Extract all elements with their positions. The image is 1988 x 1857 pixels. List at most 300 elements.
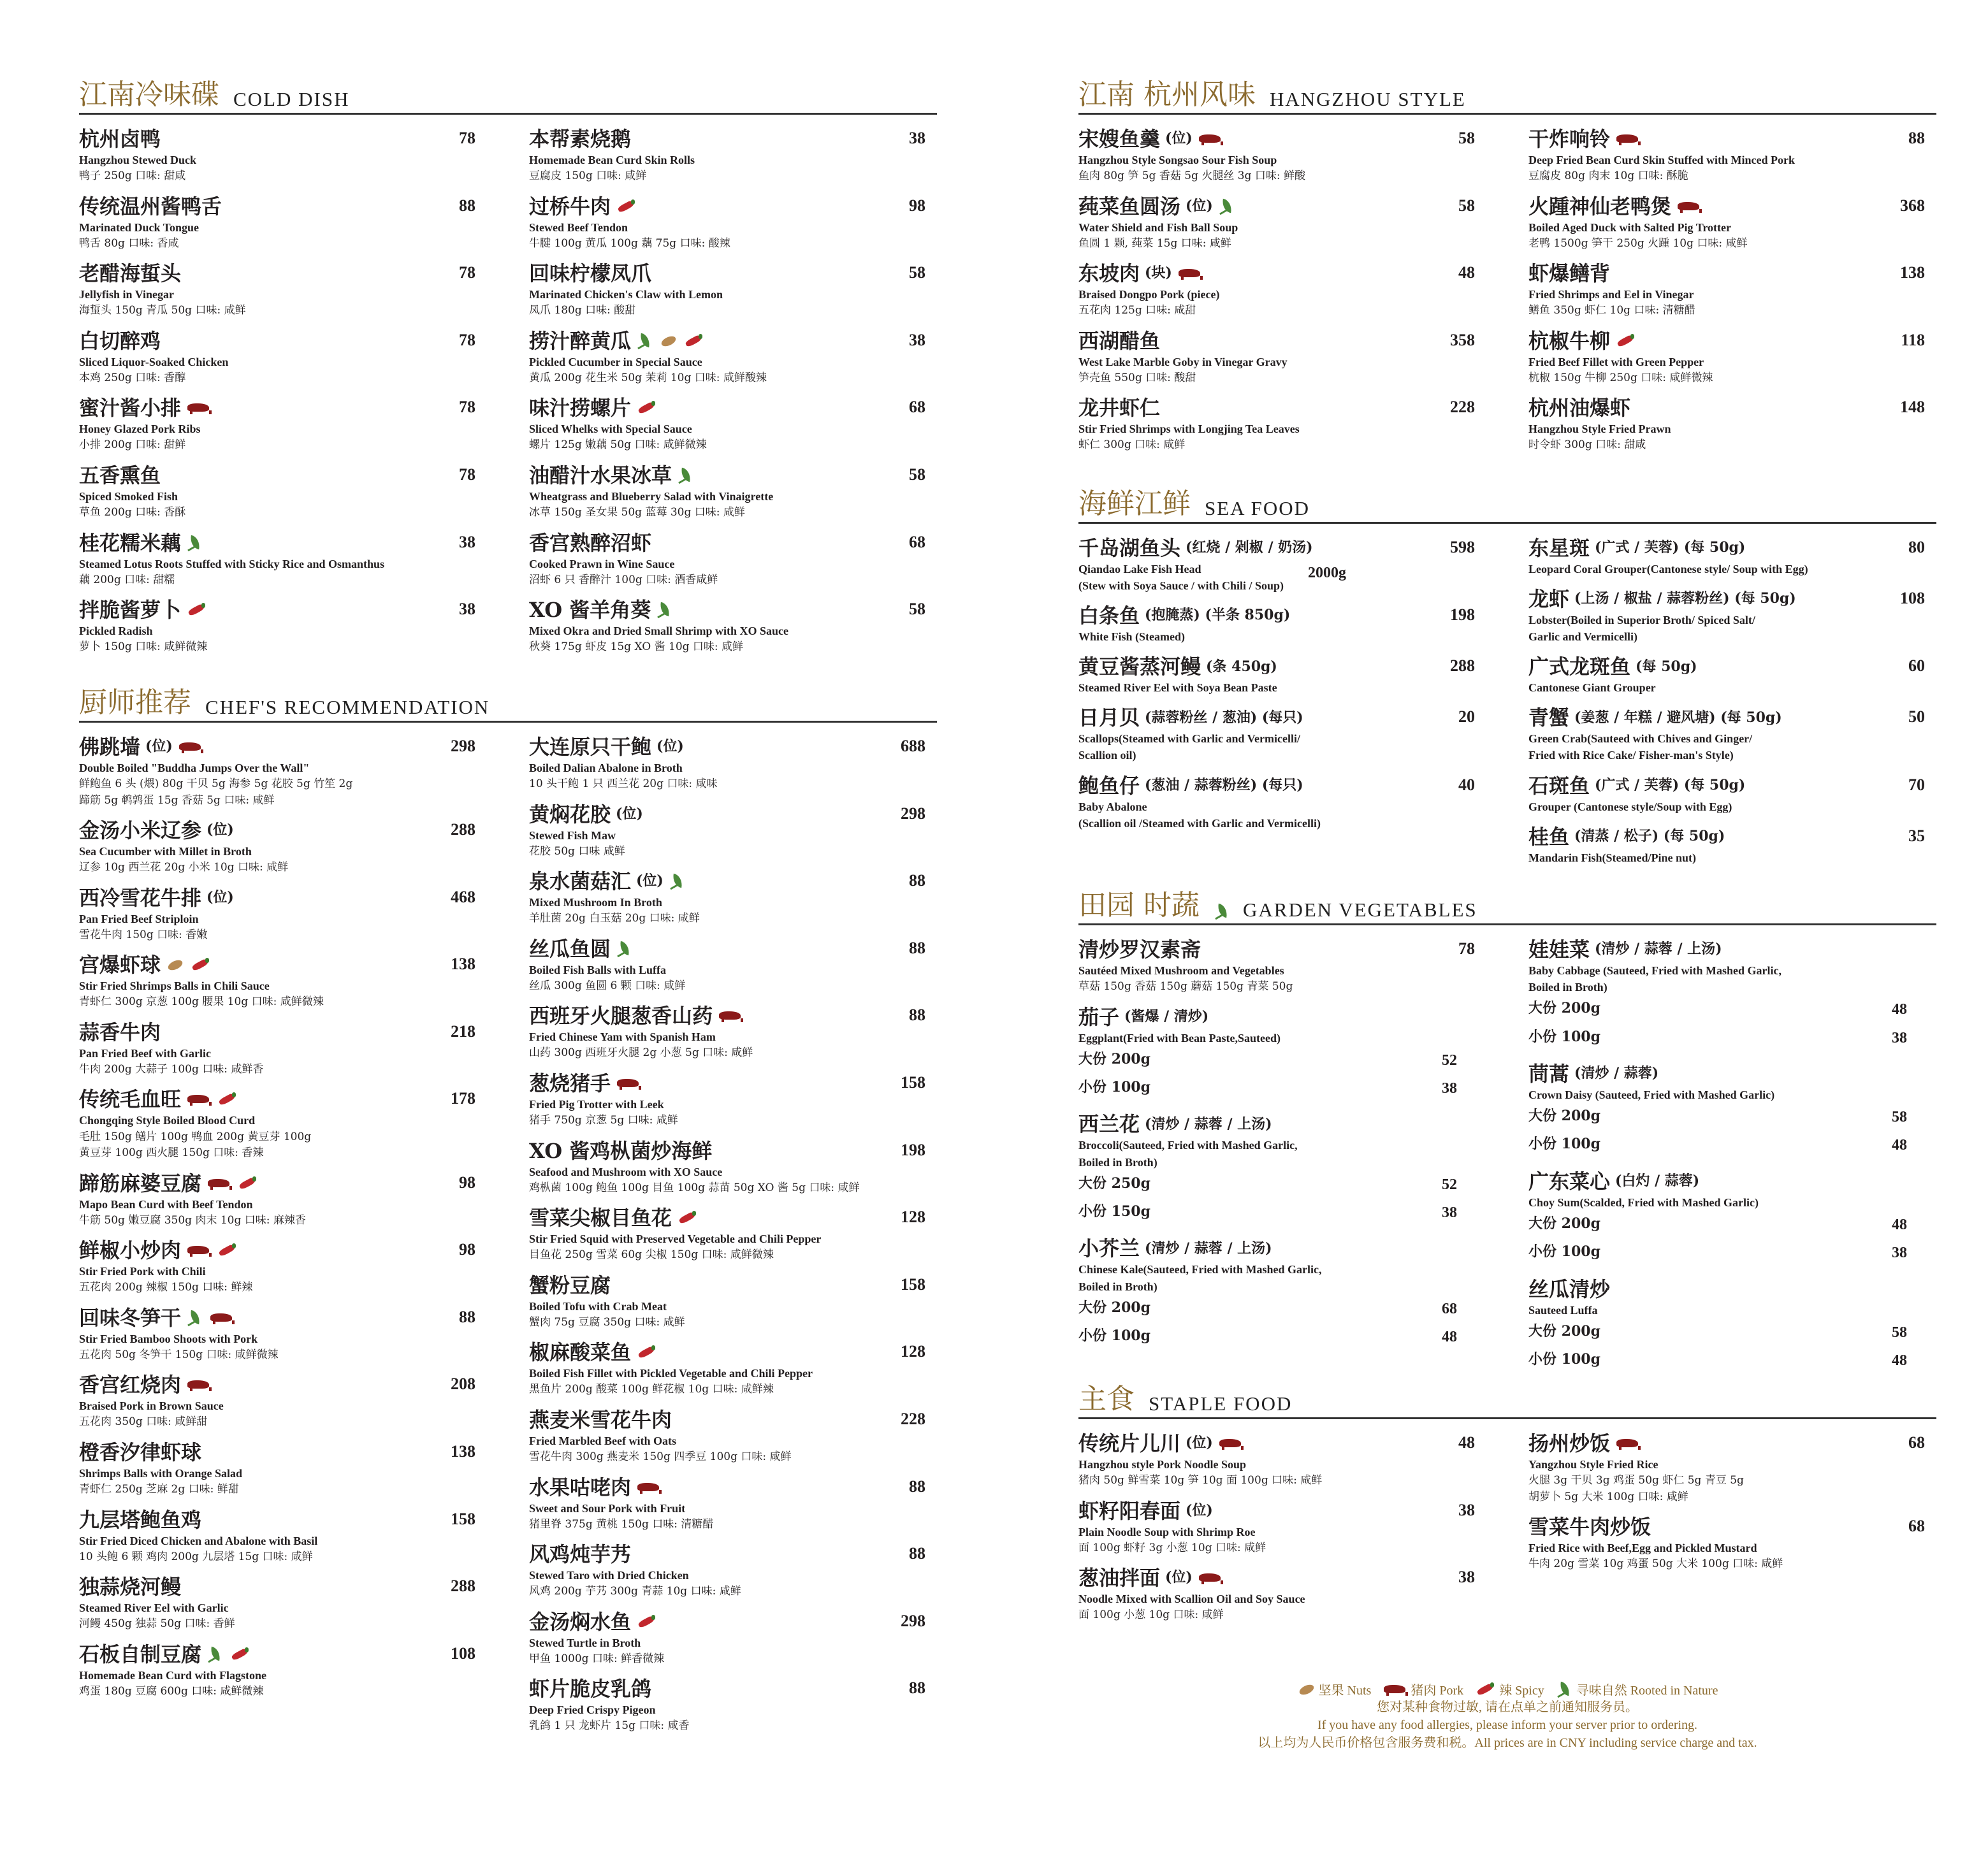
menu-item[interactable] <box>529 1609 937 1668</box>
legend-spicy-label: 辣 Spicy <box>1499 1684 1544 1698</box>
dish-name-zh: 干炸响铃 <box>1528 127 1611 151</box>
menu-item[interactable] <box>529 802 937 860</box>
dish-name-zh: 杭州油爆虾 <box>1528 396 1631 421</box>
menu-item[interactable] <box>529 463 937 521</box>
menu-item[interactable] <box>79 597 487 656</box>
dish-name <box>1078 194 1483 219</box>
dish-option-tag: (位) <box>636 872 664 890</box>
menu-item[interactable] <box>1078 261 1486 319</box>
dish-price: 198 <box>1450 605 1475 625</box>
dish-name-en: Hangzhou style Pork Noodle Soup <box>1078 1458 1247 1471</box>
dish-ingredients: 鲜鲍鱼 6 头 (煨) 80g 干贝 5g 海参 5g 花胶 5g 竹笙 2g <box>79 777 353 791</box>
dish-name <box>79 1020 483 1045</box>
dish-price: 88 <box>459 1307 475 1326</box>
dish-price: 78 <box>459 398 475 417</box>
menu-item[interactable] <box>1078 126 1486 185</box>
dish-name-zh: 千岛湖鱼头 <box>1078 536 1181 560</box>
dish-option-tag: (清炒 / 蒜蓉) <box>1574 1065 1659 1082</box>
portion-label: 大份 200g <box>1078 1299 1150 1316</box>
dish-ingredients: 牛肉 200g 大蒜子 100g 口味: 咸鲜香 <box>79 1062 264 1076</box>
dish-price: 58 <box>909 465 925 484</box>
dish-price: 68 <box>909 532 925 551</box>
dish-name-en: Boiled Fish Fillet with Pickled Vegetable and Chili Pepper <box>529 1367 813 1380</box>
dish-ingredients: 豆腐皮 150g 口味: 咸鲜 <box>529 170 647 183</box>
dish-ingredients: 海蜇头 150g 青瓜 50g 口味: 咸鲜 <box>79 304 246 317</box>
menu-item[interactable] <box>1528 1276 1936 1375</box>
dish-price: 68 <box>909 398 925 417</box>
dish-name-en: Mixed Mushroom In Broth <box>529 896 662 909</box>
dish-name-zh: 火踵神仙老鸭煲 <box>1528 194 1672 219</box>
portion-label: 大份 200g <box>1528 1000 1600 1017</box>
menu-item[interactable] <box>529 1273 937 1331</box>
portion-row <box>1528 1347 1933 1375</box>
dish-name-zh: 传统片儿川 <box>1078 1431 1181 1456</box>
dish-name-zh: 橙香汐律虾球 <box>79 1440 202 1464</box>
dish-name-en: Scallops(Steamed with Garlic and Vermicelli/ <box>1078 732 1300 746</box>
menu-item[interactable] <box>529 1003 937 1062</box>
portion-label: 小份 100g <box>1528 1351 1600 1368</box>
dish-name-en: Chinese Kale(Sauteed, Fried with Mashed Garlic, <box>1078 1263 1322 1276</box>
menu-item[interactable] <box>529 1340 937 1398</box>
dish-ingredients-cont: 黄豆芽 100g 西火腿 150g 口味: 香辣 <box>79 1146 264 1160</box>
menu-item[interactable] <box>1528 395 1936 454</box>
dish-name-en: Fried Beef Fillet with Green Pepper <box>1528 355 1704 368</box>
dish-option-tag: (位) <box>207 888 234 906</box>
dish-name <box>529 802 933 827</box>
menu-item[interactable] <box>1528 1169 1936 1268</box>
menu-item[interactable] <box>529 1071 937 1129</box>
dish-price: 88 <box>459 196 475 215</box>
dish-name-en: Sea Cucumber with Millet in Broth <box>79 845 252 858</box>
menu-item[interactable] <box>79 1507 487 1566</box>
dish-name-en: Boiled Dalian Abalone in Broth <box>529 762 683 774</box>
portion-row <box>1078 1295 1483 1323</box>
dish-name <box>1078 1111 1483 1137</box>
dish-name-en: Double Boiled "Buddha Jumps Over the Wall" <box>79 762 310 774</box>
portion-price: 68 <box>1442 1300 1457 1317</box>
menu-item[interactable] <box>79 1238 487 1296</box>
menu-item[interactable] <box>1078 194 1486 252</box>
menu-item[interactable] <box>529 530 937 589</box>
menu-item[interactable] <box>79 952 487 1011</box>
dish-name-zh: 传统毛血旺 <box>79 1087 182 1112</box>
portion-row <box>1528 1211 1933 1239</box>
legend <box>1078 1680 1936 1752</box>
dish-name-zh: 丝瓜清炒 <box>1528 1276 1611 1301</box>
menu-item[interactable] <box>79 1171 487 1229</box>
menu-item[interactable] <box>529 1475 937 1533</box>
menu-item[interactable] <box>529 597 937 656</box>
dish-name-en: Steamed River Eel with Soya Bean Paste <box>1078 681 1277 695</box>
dish-option-tag: (抱腌蒸) (半条 850g) <box>1145 607 1291 624</box>
dish-name-en-cont: Fried with Rice Cake/ Fisher-man's Style) <box>1528 749 1734 762</box>
chili-icon <box>616 199 637 213</box>
dish-price: 48 <box>1458 1433 1475 1452</box>
legend-pork <box>1382 1680 1463 1698</box>
menu-item[interactable] <box>1528 535 1936 577</box>
dish-price: 158 <box>451 1509 475 1528</box>
dish-price: 88 <box>909 871 925 890</box>
menu-item[interactable] <box>1078 1431 1486 1489</box>
dish-option-tag: (位) <box>1165 130 1193 147</box>
menu-item[interactable] <box>79 1305 487 1364</box>
dish-name-en: Mixed Okra and Dried Small Shrimp with XO Sauce <box>529 625 789 638</box>
dish-name <box>529 1003 933 1029</box>
menu-item[interactable] <box>79 1087 487 1161</box>
menu-item[interactable] <box>529 1407 937 1466</box>
dish-price: 128 <box>901 1342 925 1361</box>
menu-item[interactable] <box>79 395 487 454</box>
portion-price: 38 <box>1442 1080 1457 1097</box>
leaf-icon <box>1218 198 1236 215</box>
dish-name <box>529 395 933 421</box>
dish-ingredients: 雪花牛肉 150g 口味: 香嫩 <box>79 928 208 941</box>
dish-ingredients: 青虾仁 250g 芝麻 2g 口味: 鲜甜 <box>79 1483 239 1496</box>
dish-name-zh: 娃娃菜 <box>1528 937 1590 962</box>
menu-item[interactable] <box>79 1020 487 1078</box>
menu-item[interactable] <box>79 463 487 521</box>
menu-item[interactable] <box>1528 126 1936 185</box>
section-columns <box>79 734 937 1744</box>
nut-icon <box>659 334 678 348</box>
dish-name-zh: 石板自制豆腐 <box>79 1642 202 1666</box>
menu-item[interactable] <box>79 194 487 252</box>
dish-ingredients: 杭椒 150g 牛柳 250g 口味: 咸鲜微辣 <box>1528 371 1713 384</box>
dish-name <box>79 885 483 911</box>
pig-icon <box>616 1076 641 1090</box>
section-chef-recommendation <box>79 683 937 1744</box>
dish-price: 68 <box>1908 1433 1925 1452</box>
dish-price: 138 <box>1900 263 1925 282</box>
dish-name-zh: 葱油拌面 <box>1078 1566 1161 1591</box>
menu-item[interactable] <box>79 885 487 944</box>
dish-ingredients: 花胶 50g 口味 咸鲜 <box>529 844 625 858</box>
menu-item[interactable] <box>1528 705 1936 763</box>
dish-price: 228 <box>901 1409 925 1428</box>
dish-ingredients: 五花肉 350g 口味: 咸鲜甜 <box>79 1415 208 1429</box>
menu-item[interactable] <box>79 530 487 589</box>
dish-ingredients: 草鱼 200g 口味: 香酥 <box>79 506 186 519</box>
dish-ingredients: 乳鸽 1 只 龙虾片 15g 口味: 咸香 <box>529 1719 690 1733</box>
dish-price: 198 <box>901 1140 925 1159</box>
dish-name-en: Deep Fried Crispy Pigeon <box>529 1703 656 1717</box>
menu-item[interactable] <box>529 261 937 319</box>
portion-price: 58 <box>1892 1324 1907 1341</box>
dish-name-en: Boiled Fish Balls with Luffa <box>529 963 667 976</box>
legend-pork-label: 猪肉 Pork <box>1411 1684 1464 1698</box>
dish-name-en: Hangzhou Stewed Duck <box>79 154 197 166</box>
dish-ingredients: 五花肉 125g 口味: 咸甜 <box>1078 304 1196 317</box>
dish-ingredients: 虾仁 300g 口味: 咸鲜 <box>1078 438 1186 452</box>
dish-name <box>79 818 483 843</box>
dish-name-en: Braised Dongpo Pork (piece) <box>1078 288 1220 301</box>
dish-price: 88 <box>909 1477 925 1496</box>
portion-row <box>1078 1046 1483 1074</box>
dish-name <box>1078 937 1483 962</box>
dish-name-en: Mandarin Fish(Steamed/Pine nut) <box>1528 851 1697 864</box>
dish-option-tag: (白灼 / 蒜蓉) <box>1615 1173 1700 1190</box>
dish-option-tag: (位) <box>1186 197 1213 214</box>
pig-icon <box>1218 1436 1244 1450</box>
menu-item[interactable] <box>1078 1236 1486 1351</box>
dish-ingredients: 猪手 750g 京葱 5g 口味: 咸鲜 <box>529 1114 678 1127</box>
menu-item[interactable] <box>1078 773 1486 832</box>
dish-name <box>1528 937 1933 962</box>
dish-ingredients: 鸡枞菌 100g 鲍鱼 100g 目鱼 100g 蒜苗 50g XO 酱 5g 口味: 咸鲜 <box>529 1181 860 1194</box>
dish-price: 78 <box>1458 939 1475 958</box>
section-sea-food <box>1078 484 1936 875</box>
menu-item[interactable] <box>79 1372 487 1431</box>
dish-name-zh: 过桥牛肉 <box>529 194 611 219</box>
dish-name-zh: XO 酱鸡枞菌炒海鲜 <box>529 1138 713 1163</box>
dish-name <box>529 869 933 894</box>
dish-name-en: Deep Fried Bean Curd Skin Stuffed with Minced Pork <box>1528 154 1796 166</box>
dish-name-zh: 回味柠檬凤爪 <box>529 261 652 286</box>
dish-ingredients: 雪花牛肉 300g 燕麦米 150g 四季豆 100g 口味: 咸鲜 <box>529 1450 792 1464</box>
dish-name-zh: 东坡肉 <box>1078 261 1140 286</box>
dish-name-zh: 椒麻酸菜鱼 <box>529 1340 632 1365</box>
menu-item[interactable] <box>529 1138 937 1197</box>
dish-name-en: Honey Glazed Pork Ribs <box>79 423 201 436</box>
dish-name <box>79 1507 483 1533</box>
menu-item[interactable] <box>529 395 937 454</box>
dish-name-zh: 老醋海蜇头 <box>79 261 182 286</box>
menu-item[interactable] <box>79 126 487 185</box>
menu-item[interactable] <box>529 1542 937 1600</box>
menu-item[interactable] <box>79 1574 487 1633</box>
dish-option-tag: (清蒸 / 松子) (每 50g) <box>1574 827 1725 844</box>
dish-name <box>1078 1498 1483 1524</box>
dish-price: 688 <box>901 737 925 755</box>
chili-icon <box>190 958 212 972</box>
menu-item[interactable] <box>529 869 937 927</box>
leaf-icon <box>636 333 654 349</box>
portion-price: 38 <box>1892 1245 1907 1262</box>
portion-price: 52 <box>1442 1176 1457 1193</box>
dish-ingredients: 藕 200g 口味: 甜糯 <box>79 573 175 586</box>
dish-name-en: Broccoli(Sauteed, Fried with Mashed Garlic, <box>1078 1139 1298 1152</box>
dish-name-zh: 西冷雪花牛排 <box>79 885 202 910</box>
dish-name-zh: 风鸡炖芋艿 <box>529 1542 632 1567</box>
dish-ingredients: 鱼圆 1 颗, 莼菜 15g 口味: 咸鲜 <box>1078 236 1231 250</box>
dish-name <box>79 1372 483 1398</box>
price-note: 以上均为人民币价格包含服务费和税。All prices are in CNY including service charge and tax. <box>1258 1736 1757 1750</box>
dish-name-en: Lobster(Boiled in Superior Broth/ Spiced Salt/ <box>1528 614 1755 627</box>
dish-price: 88 <box>909 938 925 957</box>
leaf-icon <box>669 873 686 890</box>
menu-item[interactable] <box>1078 535 1486 594</box>
dish-name <box>79 395 483 421</box>
menu-item[interactable] <box>1528 194 1936 252</box>
menu-item[interactable] <box>79 328 487 387</box>
dish-price: 148 <box>1900 398 1925 417</box>
dish-name-zh: 雪菜牛肉炒饭 <box>1528 1515 1651 1540</box>
dish-option-tag: (蒜蓉粉丝 / 葱油) (每只) <box>1145 709 1303 726</box>
menu-item[interactable] <box>79 734 487 809</box>
menu-item[interactable] <box>1528 1061 1936 1160</box>
dish-ingredients: 猪肉 50g 鲜雪菜 10g 笋 10g 面 100g 口味: 咸鲜 <box>1078 1474 1323 1487</box>
dish-name-zh: 桂花糯米藕 <box>79 530 182 555</box>
pig-icon <box>1177 266 1203 280</box>
section-columns <box>1078 1431 1936 1633</box>
pig-icon <box>186 1243 212 1257</box>
dish-name-zh: 宫爆虾球 <box>79 953 161 978</box>
menu-item[interactable] <box>529 936 937 995</box>
chili-icon <box>237 1176 259 1190</box>
section-header <box>1078 886 1936 925</box>
dish-name-zh: 小芥兰 <box>1078 1236 1140 1261</box>
portion-row <box>1078 1199 1483 1227</box>
dish-price: 108 <box>1900 589 1925 608</box>
dish-name-en: Stir Fried Diced Chicken and Abalone with Basil <box>79 1534 318 1547</box>
chili-icon <box>217 1092 238 1106</box>
menu-item[interactable] <box>1528 261 1936 319</box>
dish-name-en: Chongqing Style Boiled Blood Curd <box>79 1114 256 1127</box>
chili-icon <box>229 1647 251 1661</box>
menu-item[interactable] <box>1078 328 1486 387</box>
portion-row <box>1528 995 1933 1023</box>
dish-name-en: Stir Fried Bamboo Shoots with Pork <box>79 1332 258 1345</box>
menu-column-left <box>1078 1431 1486 1633</box>
menu-item[interactable] <box>529 328 937 387</box>
portion-price: 48 <box>1892 1216 1907 1233</box>
menu-item[interactable] <box>1528 586 1936 645</box>
dish-name-zh: 鲍鱼仔 <box>1078 773 1140 798</box>
chili-icon <box>217 1243 238 1257</box>
menu-item[interactable] <box>1528 773 1936 815</box>
dish-option-tag: (上汤 / 椒盐 / 蒜蓉粉丝) (每 50g) <box>1574 590 1796 607</box>
dish-option-tag: (清炒 / 蒜蓉 / 上汤) <box>1145 1239 1272 1257</box>
dish-name <box>1078 126 1483 152</box>
dish-name <box>79 1574 483 1600</box>
dish-price: 68 <box>1908 1517 1925 1536</box>
chili-icon <box>683 334 705 348</box>
menu-item[interactable] <box>529 126 937 185</box>
section-title-en: HANGZHOU STYLE <box>1270 88 1466 110</box>
menu-item[interactable] <box>529 1676 937 1735</box>
dish-name-en: Fried Rice with Beef,Egg and Pickled Mustard <box>1528 1542 1757 1555</box>
menu-item[interactable] <box>529 734 937 793</box>
dish-price: 38 <box>909 129 925 147</box>
menu-item[interactable] <box>1078 705 1486 763</box>
dish-price: 128 <box>901 1208 925 1227</box>
dish-name <box>1078 395 1483 421</box>
dish-name-zh: 宋嫂鱼羹 <box>1078 127 1161 151</box>
leaf-icon <box>186 535 204 551</box>
dish-price: 288 <box>451 820 475 839</box>
dish-option-tag: (位) <box>1186 1501 1213 1519</box>
dish-name <box>529 1071 933 1096</box>
menu-item[interactable] <box>1528 824 1936 866</box>
dish-ingredients: 河鳗 450g 独蒜 50g 口味: 香鲜 <box>79 1617 235 1631</box>
portion-label: 小份 100g <box>1078 1079 1150 1096</box>
dish-ingredients: 辽参 10g 西兰花 20g 小米 10g 口味: 咸鲜 <box>79 861 289 874</box>
menu-item[interactable] <box>1528 328 1936 387</box>
chili-icon <box>636 401 658 415</box>
menu-item[interactable] <box>529 1205 937 1264</box>
dish-name-en: Stewed Beef Tendon <box>529 220 628 234</box>
dish-name <box>1528 705 1933 730</box>
dish-name-zh: 金汤小米辽参 <box>79 818 202 843</box>
dish-price: 88 <box>909 1679 925 1698</box>
dish-ingredients: 10 头干鲍 1 只 西兰花 20g 口味: 咸味 <box>529 777 718 791</box>
menu-item[interactable] <box>529 194 937 252</box>
dish-name <box>529 597 933 623</box>
dish-name-en: Boiled Tofu with Crab Meat <box>529 1299 667 1313</box>
dish-name-en: Hangzhou Style Fried Prawn <box>1528 423 1671 436</box>
menu-item[interactable] <box>1078 395 1486 454</box>
portion-row <box>1528 1103 1933 1131</box>
dish-name <box>1528 773 1933 798</box>
menu-item[interactable] <box>1528 1431 1936 1505</box>
section-columns <box>1078 126 1936 463</box>
dish-ingredients: 五花肉 200g 辣椒 150g 口味: 鲜辣 <box>79 1281 253 1294</box>
dish-name <box>1528 395 1933 421</box>
menu-item[interactable] <box>79 1440 487 1498</box>
dish-option-tag: (位) <box>1165 1569 1193 1586</box>
dish-name-zh: 香宫红烧肉 <box>79 1373 182 1398</box>
menu-item[interactable] <box>1528 1514 1936 1573</box>
dish-name <box>1078 1236 1483 1261</box>
menu-item[interactable] <box>1078 603 1486 645</box>
dish-name <box>529 936 933 962</box>
dish-ingredients: 草菇 150g 香菇 150g 蘑菇 150g 青菜 50g <box>1078 980 1293 994</box>
menu-item[interactable] <box>79 818 487 876</box>
leaf-icon <box>677 467 695 484</box>
dish-name-en: Eggplant(Fried with Bean Paste,Sauteed) <box>1078 1031 1281 1044</box>
portion-price: 52 <box>1442 1051 1457 1069</box>
dish-price: 298 <box>451 737 475 755</box>
dish-ingredients: 面 100g 小葱 10g 口味: 咸鲜 <box>1078 1608 1224 1622</box>
dish-name-en: Pickled Radish <box>79 625 153 638</box>
dish-name-en-cont: Scallion oil) <box>1078 749 1136 762</box>
section-title-en: CHEF'S RECOMMENDATION <box>205 696 490 718</box>
menu-item[interactable] <box>1078 1004 1486 1103</box>
menu-item[interactable] <box>1078 654 1486 696</box>
dish-name-en: West Lake Marble Goby in Vinegar Gravy <box>1078 355 1288 368</box>
dish-name-zh: 广式龙斑鱼 <box>1528 654 1631 679</box>
dish-option-tag: (位) <box>207 821 234 839</box>
menu-item[interactable] <box>1078 937 1486 995</box>
dish-ingredients: 牛肉 20g 雪菜 10g 鸡蛋 50g 大米 100g 口味: 咸鲜 <box>1528 1557 1783 1571</box>
menu-item[interactable] <box>1078 1111 1486 1227</box>
menu-item[interactable] <box>79 1642 487 1700</box>
chili-icon <box>636 1615 658 1629</box>
menu-item[interactable] <box>1528 654 1936 696</box>
dish-price: 288 <box>1450 656 1475 676</box>
dish-name-en: Qiandao Lake Fish Head <box>1078 563 1201 575</box>
dish-name-zh: 白切醉鸡 <box>79 328 161 353</box>
dish-name <box>79 463 483 488</box>
portion-price: 48 <box>1892 1137 1907 1154</box>
dish-name <box>1528 1276 1933 1302</box>
dish-name <box>1528 654 1933 679</box>
menu-item[interactable] <box>1078 1498 1486 1557</box>
dish-name-en: Wheatgrass and Blueberry Salad with Vinaigrette <box>529 489 774 503</box>
dish-name-en: Choy Sum(Scalded, Fried with Mashed Garlic) <box>1528 1196 1759 1209</box>
portion-label: 大份 200g <box>1078 1050 1150 1067</box>
dish-name-en: Stir Fried Pork with Chili <box>79 1265 206 1278</box>
menu-column-right <box>529 734 937 1744</box>
menu-item[interactable] <box>79 261 487 319</box>
dish-name <box>79 1171 483 1196</box>
menu-item[interactable] <box>1528 937 1936 1052</box>
menu-item[interactable] <box>1078 1565 1486 1624</box>
dish-name-zh: 茼蒿 <box>1528 1061 1570 1086</box>
dish-name-zh: 杭州卤鸭 <box>79 127 161 151</box>
dish-name-en: Pan Fried Beef Striploin <box>79 912 199 925</box>
dish-name <box>529 734 933 760</box>
